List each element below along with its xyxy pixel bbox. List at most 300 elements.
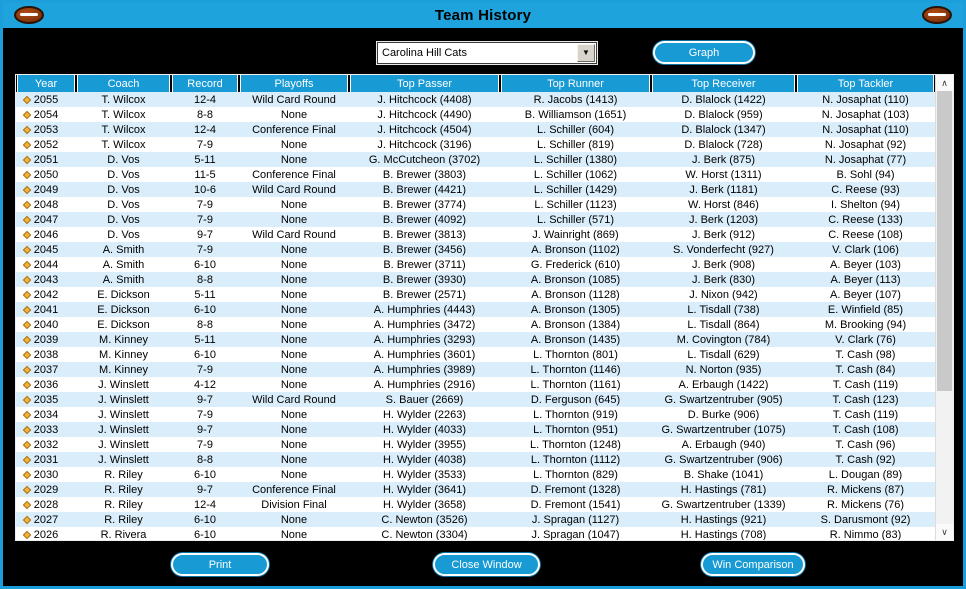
table-cell: H. Wylder (3955) bbox=[382, 438, 467, 451]
table-cell: 7-9 bbox=[197, 438, 213, 451]
table-row[interactable] bbox=[16, 362, 935, 377]
table-cell: 2044 bbox=[16, 257, 76, 272]
table-cell: R. Nimmo (83) bbox=[829, 528, 902, 540]
table-cell: E. Dickson bbox=[97, 318, 150, 331]
table-cell: B. Sohl (94) bbox=[836, 168, 895, 181]
table-row[interactable] bbox=[16, 527, 935, 540]
table-cell: R. Riley bbox=[104, 513, 143, 526]
table-cell: W. Horst (1311) bbox=[685, 168, 762, 181]
table-cell: 7-9 bbox=[197, 363, 213, 376]
table-row[interactable] bbox=[16, 182, 935, 197]
table-cell: J. Winslett bbox=[98, 378, 149, 391]
table-cell: L. Schiller (604) bbox=[536, 123, 615, 136]
diamond-icon bbox=[23, 110, 31, 118]
table-cell: J. Wainright (869) bbox=[532, 228, 619, 241]
diamond-icon bbox=[23, 305, 31, 313]
table-cell: 8-8 bbox=[197, 453, 213, 466]
scrollbar-up-icon[interactable]: ∧ bbox=[936, 75, 953, 91]
table-cell: None bbox=[280, 288, 308, 301]
table-cell: T. Wilcox bbox=[101, 123, 146, 136]
table-cell: A. Beyer (107) bbox=[830, 288, 901, 301]
table-cell: 2046 bbox=[16, 227, 76, 242]
table-row[interactable] bbox=[16, 257, 935, 272]
table-row[interactable] bbox=[16, 377, 935, 392]
table-cell: 6-10 bbox=[193, 303, 217, 316]
table-cell: L. Thornton (801) bbox=[533, 348, 618, 361]
table-cell: 7-9 bbox=[197, 213, 213, 226]
table-cell: G. Swartzentruber (905) bbox=[664, 393, 783, 406]
table-row[interactable] bbox=[16, 152, 935, 167]
table-cell: A. Bronson (1102) bbox=[531, 243, 620, 256]
table-cell: T. Cash (108) bbox=[832, 423, 899, 436]
table-row[interactable] bbox=[16, 137, 935, 152]
table-row[interactable] bbox=[16, 347, 935, 362]
table-cell: 8-8 bbox=[197, 273, 213, 286]
table-cell: R. Riley bbox=[104, 483, 143, 496]
table-row[interactable] bbox=[16, 242, 935, 257]
table-cell: G. Swartzentruber (906) bbox=[664, 453, 783, 466]
table-cell: 2028 bbox=[16, 497, 76, 512]
table-row[interactable] bbox=[16, 212, 935, 227]
table-cell: L. Thornton (919) bbox=[533, 408, 618, 421]
table-cell: None bbox=[280, 363, 308, 376]
chevron-down-icon[interactable]: ▼ bbox=[577, 44, 595, 62]
table-cell: G. Swartzentruber (1075) bbox=[661, 423, 786, 436]
table-cell: None bbox=[280, 468, 308, 481]
table-cell: None bbox=[280, 528, 308, 540]
table-cell: L. Thornton (1248) bbox=[530, 438, 621, 451]
table-cell: J. Winslett bbox=[98, 438, 149, 451]
table-cell: L. Schiller (571) bbox=[536, 213, 615, 226]
table-cell: L. Schiller (1429) bbox=[533, 183, 618, 196]
table-cell: D. Fremont (1541) bbox=[530, 498, 621, 511]
table-cell: G. McCutcheon (3702) bbox=[368, 153, 481, 166]
table-cell: I. Shelton (94) bbox=[830, 198, 901, 211]
table-cell: S. Darusmont (92) bbox=[820, 513, 911, 526]
table-cell: None bbox=[280, 108, 308, 121]
table-cell: None bbox=[280, 423, 308, 436]
table-cell: 2027 bbox=[16, 512, 76, 527]
table-cell: C. Newton (3526) bbox=[381, 513, 468, 526]
history-table-body bbox=[16, 92, 935, 540]
table-cell: D. Fremont (1328) bbox=[530, 483, 621, 496]
table-cell: 7-9 bbox=[197, 198, 213, 211]
table-cell: None bbox=[280, 348, 308, 361]
table-cell: D. Vos bbox=[107, 168, 140, 181]
table-cell: 2047 bbox=[16, 212, 76, 227]
table-cell: 7-9 bbox=[197, 243, 213, 256]
history-table-grid bbox=[16, 75, 935, 540]
table-cell: A. Bronson (1128) bbox=[531, 288, 620, 301]
table-cell: A. Humphries (3293) bbox=[373, 333, 476, 346]
table-cell: 8-8 bbox=[197, 318, 213, 331]
table-cell: B. Brewer (3803) bbox=[382, 168, 467, 181]
history-table bbox=[15, 74, 954, 541]
table-cell: E. Winfield (85) bbox=[827, 303, 904, 316]
table-cell: V. Clark (76) bbox=[835, 333, 896, 346]
diamond-icon bbox=[23, 335, 31, 343]
table-cell: C. Reese (108) bbox=[828, 228, 903, 241]
table-cell: B. Brewer (3930) bbox=[382, 273, 467, 286]
table-cell: 5-11 bbox=[194, 288, 216, 301]
table-cell: A. Smith bbox=[102, 273, 145, 286]
table-cell: 6-10 bbox=[193, 348, 217, 361]
table-row[interactable] bbox=[16, 167, 935, 182]
table-cell: N. Norton (935) bbox=[685, 363, 762, 376]
table-cell: T. Wilcox bbox=[101, 138, 146, 151]
table-cell: V. Clark (106) bbox=[832, 243, 899, 256]
table-cell: S. Bauer (2669) bbox=[385, 393, 464, 406]
diamond-icon bbox=[23, 155, 31, 163]
table-cell: 2031 bbox=[16, 452, 76, 467]
table-cell: None bbox=[280, 333, 308, 346]
table-cell: B. Brewer (3711) bbox=[383, 258, 466, 271]
table-cell: None bbox=[280, 138, 308, 151]
diamond-icon bbox=[23, 140, 31, 148]
table-cell: H. Wylder (4038) bbox=[382, 453, 467, 466]
table-cell: 2042 bbox=[16, 287, 76, 302]
table-cell: None bbox=[280, 378, 308, 391]
table-cell: H. Wylder (2263) bbox=[382, 408, 467, 421]
table-cell: None bbox=[280, 513, 308, 526]
table-cell: 2032 bbox=[16, 437, 76, 452]
table-cell: L. Thornton (829) bbox=[533, 468, 618, 481]
table-cell: 9-7 bbox=[197, 393, 213, 406]
table-row[interactable] bbox=[16, 422, 935, 437]
table-cell: A. Bronson (1085) bbox=[530, 273, 621, 286]
table-cell: M. Brooking (94) bbox=[824, 318, 907, 331]
table-cell: D. Vos bbox=[107, 183, 140, 196]
table-cell: 6-10 bbox=[193, 513, 217, 526]
table-cell: R. Rivera bbox=[100, 528, 147, 540]
table-cell: 9-7 bbox=[197, 483, 213, 496]
table-cell: R. Riley bbox=[104, 498, 143, 511]
table-cell: H. Wylder (3533) bbox=[382, 468, 467, 481]
table-cell: None bbox=[280, 453, 308, 466]
window-title: Team History bbox=[434, 7, 532, 24]
diamond-icon bbox=[23, 290, 31, 298]
table-cell: 12-4 bbox=[193, 123, 217, 136]
table-cell: B. Brewer (3774) bbox=[382, 198, 467, 211]
table-cell: T. Cash (98) bbox=[835, 348, 896, 361]
close-window-button[interactable]: Close Window bbox=[433, 553, 540, 576]
table-cell: A. Humphries (4443) bbox=[373, 303, 476, 316]
table-cell: 2033 bbox=[16, 422, 76, 437]
table-cell: Wild Card Round bbox=[252, 228, 336, 241]
column-header: Top Receiver bbox=[652, 75, 795, 92]
table-row[interactable] bbox=[16, 227, 935, 242]
table-cell: 2053 bbox=[16, 122, 76, 137]
table-cell: D. Vos bbox=[107, 198, 140, 211]
table-cell: J. Winslett bbox=[98, 423, 149, 436]
table-cell: None bbox=[280, 258, 308, 271]
table-cell: M. Covington (784) bbox=[676, 333, 771, 346]
table-row[interactable] bbox=[16, 467, 935, 482]
table-cell: D. Blalock (728) bbox=[684, 138, 763, 151]
table-cell: 12-4 bbox=[193, 498, 217, 511]
table-cell: J. Berk (830) bbox=[692, 273, 755, 286]
table-cell: L. Dougan (89) bbox=[828, 468, 903, 481]
vertical-scrollbar[interactable] bbox=[935, 75, 953, 540]
table-cell: 2034 bbox=[16, 407, 76, 422]
table-cell: 6-10 bbox=[193, 258, 217, 271]
table-cell: J. Spragan (1047) bbox=[531, 528, 620, 540]
diamond-icon bbox=[23, 95, 31, 103]
diamond-icon bbox=[23, 125, 31, 133]
diamond-icon bbox=[23, 440, 31, 448]
table-cell: L. Schiller (1123) bbox=[534, 198, 617, 211]
table-cell: C. Newton (3304) bbox=[381, 528, 468, 540]
table-cell: A. Humphries (2916) bbox=[373, 378, 476, 391]
table-cell: H. Hastings (781) bbox=[680, 483, 767, 496]
table-cell: B. Brewer (3456) bbox=[382, 243, 467, 256]
table-cell: J. Berk (908) bbox=[692, 258, 755, 271]
table-cell: T. Wilcox bbox=[101, 108, 146, 121]
diamond-icon bbox=[23, 260, 31, 268]
table-cell: Wild Card Round bbox=[252, 93, 336, 106]
table-cell: Conference Final bbox=[252, 123, 336, 136]
table-cell: D. Blalock (1347) bbox=[681, 123, 766, 136]
win-comparison-button[interactable]: Win Comparison bbox=[701, 553, 805, 576]
team-selector-value: Carolina Hill Cats bbox=[382, 47, 467, 59]
table-row[interactable] bbox=[16, 317, 935, 332]
diamond-icon bbox=[23, 530, 31, 538]
table-cell: H. Hastings (921) bbox=[680, 513, 767, 526]
column-header: Coach bbox=[77, 75, 170, 92]
table-cell: E. Dickson bbox=[97, 288, 150, 301]
table-cell: L. Thornton (1161) bbox=[530, 378, 621, 391]
table-cell: 7-9 bbox=[197, 138, 213, 151]
table-row[interactable] bbox=[16, 122, 935, 137]
table-cell: B. Brewer (3813) bbox=[382, 228, 467, 241]
column-header: Record bbox=[172, 75, 238, 92]
table-cell: G. Frederick (610) bbox=[530, 258, 621, 271]
table-cell: J. Hitchcock (4504) bbox=[377, 123, 472, 136]
table-cell: L. Tisdall (738) bbox=[687, 303, 760, 316]
table-row[interactable] bbox=[16, 407, 935, 422]
table-cell: Conference Final bbox=[252, 168, 336, 181]
table-cell: A. Beyer (103) bbox=[830, 258, 901, 271]
table-cell: L. Schiller (1062) bbox=[533, 168, 618, 181]
table-cell: 2039 bbox=[16, 332, 76, 347]
table-cell: A. Bronson (1435) bbox=[530, 333, 621, 346]
column-header: Top Tackler bbox=[797, 75, 934, 92]
table-cell: A. Erbaugh (940) bbox=[681, 438, 766, 451]
table-row[interactable] bbox=[16, 452, 935, 467]
diamond-icon bbox=[23, 365, 31, 373]
diamond-icon bbox=[23, 275, 31, 283]
table-cell: H. Wylder (3641) bbox=[382, 483, 467, 496]
table-row[interactable] bbox=[16, 272, 935, 287]
table-cell: D. Ferguson (645) bbox=[530, 393, 621, 406]
column-header: Top Runner bbox=[501, 75, 650, 92]
table-cell: H. Wylder (4033) bbox=[382, 423, 467, 436]
scrollbar-down-icon[interactable]: ∨ bbox=[936, 524, 953, 540]
table-cell: R. Mickens (87) bbox=[826, 483, 905, 496]
table-cell: W. Horst (846) bbox=[688, 198, 759, 211]
diamond-icon bbox=[23, 485, 31, 493]
table-cell: R. Riley bbox=[104, 468, 143, 481]
table-cell: 2026 bbox=[16, 527, 76, 540]
table-cell: S. Vonderfecht (927) bbox=[673, 243, 774, 256]
table-cell: D. Vos bbox=[107, 153, 140, 166]
table-cell: 6-10 bbox=[193, 528, 217, 540]
table-row[interactable] bbox=[16, 92, 935, 107]
table-cell: 2035 bbox=[16, 392, 76, 407]
table-cell: J. Spragan (1127) bbox=[531, 513, 620, 526]
diamond-icon bbox=[23, 200, 31, 208]
table-cell: None bbox=[280, 408, 308, 421]
table-cell: Wild Card Round bbox=[252, 183, 336, 196]
table-cell: M. Kinney bbox=[99, 363, 148, 376]
table-cell: 2045 bbox=[16, 242, 76, 257]
table-cell: R. Mickens (76) bbox=[826, 498, 905, 511]
table-cell: H. Wylder (3658) bbox=[382, 498, 467, 511]
table-row[interactable] bbox=[16, 197, 935, 212]
table-cell: B. Brewer (4421) bbox=[382, 183, 467, 196]
table-cell: T. Cash (84) bbox=[835, 363, 896, 376]
table-cell: Wild Card Round bbox=[252, 393, 336, 406]
table-cell: 2051 bbox=[16, 152, 76, 167]
table-cell: T. Cash (119) bbox=[832, 378, 899, 391]
table-cell: A. Bronson (1384) bbox=[530, 318, 621, 331]
table-cell: 8-8 bbox=[197, 108, 213, 121]
table-row[interactable] bbox=[16, 302, 935, 317]
table-cell: J. Winslett bbox=[98, 408, 149, 421]
table-cell: 2054 bbox=[16, 107, 76, 122]
table-cell: None bbox=[280, 153, 308, 166]
table-cell: D. Blalock (959) bbox=[684, 108, 763, 121]
table-cell: None bbox=[280, 198, 308, 211]
graph-button[interactable]: Graph bbox=[653, 41, 755, 64]
diamond-icon bbox=[23, 455, 31, 463]
table-cell: M. Kinney bbox=[99, 348, 148, 361]
table-cell: None bbox=[280, 438, 308, 451]
table-row[interactable] bbox=[16, 437, 935, 452]
table-cell: A. Smith bbox=[102, 258, 145, 271]
diamond-icon bbox=[23, 425, 31, 433]
table-cell: L. Thornton (951) bbox=[533, 423, 618, 436]
table-cell: A. Humphries (3601) bbox=[373, 348, 476, 361]
table-cell: 2030 bbox=[16, 467, 76, 482]
table-cell: 2041 bbox=[16, 302, 76, 317]
table-cell: N. Josaphat (92) bbox=[824, 138, 907, 151]
table-row[interactable] bbox=[16, 512, 935, 527]
table-cell: M. Kinney bbox=[99, 333, 148, 346]
diamond-icon bbox=[23, 230, 31, 238]
table-cell: 2029 bbox=[16, 482, 76, 497]
table-cell: J. Hitchcock (4408) bbox=[377, 93, 472, 106]
table-cell: None bbox=[280, 243, 308, 256]
table-row[interactable] bbox=[16, 107, 935, 122]
table-cell: 12-4 bbox=[193, 93, 217, 106]
table-cell: B. Williamson (1651) bbox=[524, 108, 627, 121]
table-cell: N. Josaphat (110) bbox=[822, 93, 909, 106]
table-cell: 2050 bbox=[16, 167, 76, 182]
diamond-icon bbox=[23, 515, 31, 523]
table-cell: 6-10 bbox=[193, 468, 217, 481]
table-cell: 2043 bbox=[16, 272, 76, 287]
print-button[interactable]: Print bbox=[171, 553, 269, 576]
table-cell: R. Jacobs (1413) bbox=[533, 93, 618, 106]
table-cell: G. Swartzentruber (1339) bbox=[661, 498, 786, 511]
title-bar bbox=[3, 3, 963, 28]
table-cell: 2055 bbox=[16, 92, 76, 107]
table-cell: N. Josaphat (103) bbox=[821, 108, 910, 121]
diamond-icon bbox=[23, 320, 31, 328]
table-cell: H. Hastings (708) bbox=[680, 528, 767, 540]
table-cell: J. Berk (912) bbox=[692, 228, 755, 241]
table-cell: 2038 bbox=[16, 347, 76, 362]
table-cell: A. Humphries (3472) bbox=[373, 318, 476, 331]
table-cell: 2037 bbox=[16, 362, 76, 377]
table-cell: A. Beyer (113) bbox=[830, 273, 901, 286]
table-cell: 4-12 bbox=[193, 378, 217, 391]
table-cell: T. Cash (123) bbox=[832, 393, 899, 406]
football-icon bbox=[922, 6, 952, 24]
table-cell: D. Vos bbox=[107, 213, 140, 226]
diamond-icon bbox=[23, 500, 31, 508]
table-cell: L. Tisdall (629) bbox=[687, 348, 760, 361]
diamond-icon bbox=[23, 215, 31, 223]
table-cell: T. Cash (92) bbox=[835, 453, 896, 466]
column-header: Playoffs bbox=[240, 75, 348, 92]
table-cell: J. Hitchcock (4490) bbox=[377, 108, 472, 121]
table-cell: L. Tisdall (864) bbox=[687, 318, 760, 331]
table-cell: J. Berk (1203) bbox=[688, 213, 759, 226]
team-selector-dropdown[interactable] bbox=[376, 41, 598, 65]
football-icon bbox=[14, 6, 44, 24]
table-cell: 9-7 bbox=[197, 423, 213, 436]
table-cell: J. Berk (875) bbox=[692, 153, 755, 166]
diamond-icon bbox=[23, 380, 31, 388]
table-cell: 2052 bbox=[16, 137, 76, 152]
table-row[interactable] bbox=[16, 332, 935, 347]
table-cell: T. Wilcox bbox=[101, 93, 146, 106]
table-cell: None bbox=[280, 213, 308, 226]
table-cell: 5-11 bbox=[194, 333, 216, 346]
table-cell: Conference Final bbox=[252, 483, 336, 496]
table-cell: B. Shake (1041) bbox=[683, 468, 764, 481]
diamond-icon bbox=[23, 410, 31, 418]
table-cell: A. Smith bbox=[102, 243, 145, 256]
table-cell: J. Winslett bbox=[98, 393, 149, 406]
diamond-icon bbox=[23, 185, 31, 193]
table-cell: T. Cash (96) bbox=[835, 438, 896, 451]
table-cell: L. Thornton (1146) bbox=[530, 363, 621, 376]
table-row[interactable] bbox=[16, 482, 935, 497]
table-cell: T. Cash (119) bbox=[832, 408, 899, 421]
table-cell: L. Schiller (819) bbox=[536, 138, 615, 151]
table-cell: 2036 bbox=[16, 377, 76, 392]
table-row[interactable] bbox=[16, 392, 935, 407]
scrollbar-thumb[interactable] bbox=[937, 91, 952, 391]
table-cell: 2049 bbox=[16, 182, 76, 197]
diamond-icon bbox=[23, 245, 31, 253]
table-cell: D. Blalock (1422) bbox=[681, 93, 766, 106]
table-row[interactable] bbox=[16, 497, 935, 512]
table-cell: J. Hitchcock (3196) bbox=[377, 138, 472, 151]
table-row[interactable] bbox=[16, 287, 935, 302]
table-cell: L. Schiller (1380) bbox=[533, 153, 618, 166]
diamond-icon bbox=[23, 470, 31, 478]
diamond-icon bbox=[23, 170, 31, 178]
table-cell: A. Humphries (3989) bbox=[373, 363, 476, 376]
table-cell: N. Josaphat (77) bbox=[824, 153, 907, 166]
history-table-header bbox=[16, 75, 935, 92]
table-cell: 10-6 bbox=[193, 183, 217, 196]
column-header: Top Passer bbox=[350, 75, 499, 92]
